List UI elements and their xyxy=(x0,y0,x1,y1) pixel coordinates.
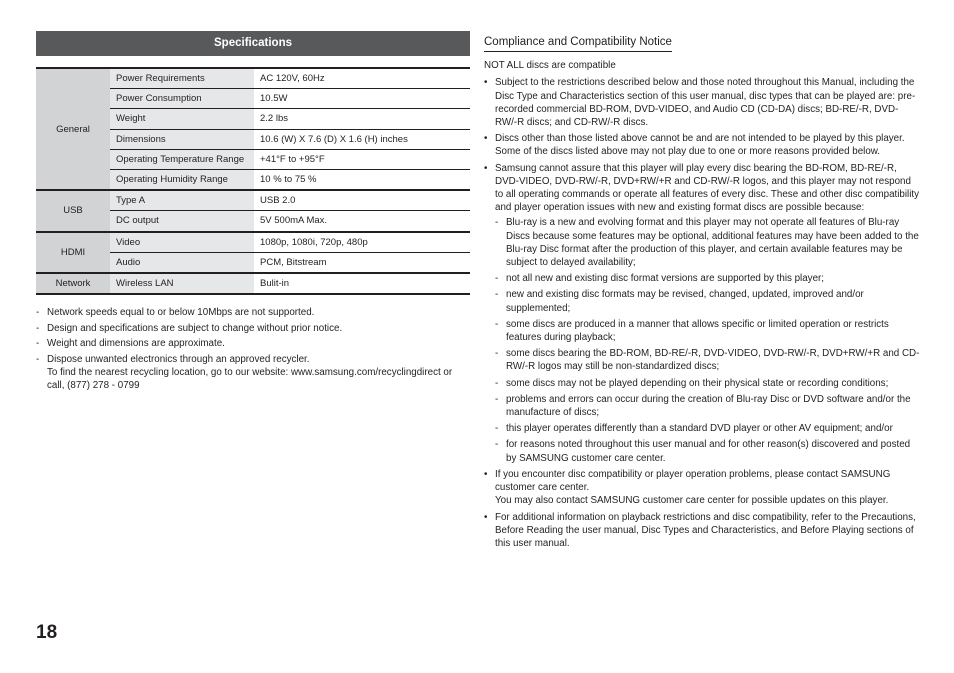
bullet-item: • Subject to the restrictions described below and those noted throughout this Manual, including the Disc Type and Characteristics section of this user manual, disc types that can be played are: pre-recorded commercial BD-ROM, DVD-VIDEO, and Audio CD (CD-DA) discs; BD-RE/-R, DVD-RW/-R discs; and CD-RW/-R discs. xyxy=(484,76,920,129)
spec-value: USB 2.0 xyxy=(254,190,470,211)
note-item: - Network speeds equal to or below 10Mbps are not supported. xyxy=(36,306,470,319)
spec-value: +41°F to +95°F xyxy=(254,149,470,169)
spec-value: AC 120V, 60Hz xyxy=(254,68,470,89)
bullet-text: Samsung cannot assure that this player will play every disc bearing the BD-ROM, BD-RE/-R, DVD-VIDEO, DVD-RW/-R, DVD+RW/+R and CD-RW/-R logos, and this player may not respond to all operating commands or operate all features of every disc. These and other disc compatibility and player operation issues with new and existing format discs are possible because: xyxy=(495,162,920,214)
category-general: General xyxy=(36,68,110,190)
spec-item: Operating Humidity Range xyxy=(110,169,254,190)
note-text: Dispose unwanted electronics through an approved recycler. xyxy=(47,353,310,365)
spec-value: 10.6 (W) X 7.6 (D) X 1.6 (H) inches xyxy=(254,129,470,149)
bullet-item: • Discs other than those listed above cannot be and are not intended to be played by this player. Some of the discs listed above may not play due to one or more reasons provided below. xyxy=(484,132,920,158)
spec-item: DC output xyxy=(110,211,254,232)
reason-item: - Blu-ray is a new and evolving format and this player may not operate all features of Blu-ray Discs because some features may be optional, additional features may have been added to the Blu-ray Disc format after the production of this player, and certain available features may be subject to delayed availability; xyxy=(495,216,920,269)
bullet-extra: You may also contact SAMSUNG customer care center for possible updates on this player. xyxy=(495,495,889,507)
reason-item: - some discs are produced in a manner that allows specific or limited operation or restricts features during playback; xyxy=(495,318,920,344)
spec-item: Power Consumption xyxy=(110,89,254,109)
page-number: 18 xyxy=(36,622,58,643)
spec-item: Power Requirements xyxy=(110,68,254,89)
spec-value: 1080p, 1080i, 720p, 480p xyxy=(254,232,470,253)
spec-value: Bulit-in xyxy=(254,273,470,294)
reason-item: - some discs bearing the BD-ROM, BD-RE/-R, DVD-VIDEO, DVD-RW/-R, DVD+RW/+R and CD-RW/-R logos may still be non-standardized discs; xyxy=(495,347,920,373)
table-row xyxy=(36,273,470,294)
spec-notes xyxy=(36,306,470,392)
bullet-item xyxy=(484,162,920,465)
note-item: - Weight and dimensions are approximate. xyxy=(36,337,470,350)
compliance-section xyxy=(484,36,920,553)
reasons-list xyxy=(495,216,920,464)
spec-item: Weight xyxy=(110,109,254,129)
table-row xyxy=(36,190,470,211)
compliance-bullets xyxy=(484,76,920,550)
spec-item: Video xyxy=(110,232,254,253)
spec-item: Dimensions xyxy=(110,129,254,149)
specifications-table xyxy=(36,67,470,295)
specifications-section xyxy=(36,31,470,394)
bullet-item xyxy=(484,468,920,508)
recycling-info: To find the nearest recycling location, go to our website: www.samsung.com/recyclingdirect or call, (877) 278 - 0799 xyxy=(47,366,453,391)
spec-item: Operating Temperature Range xyxy=(110,149,254,169)
spec-value: 2.2 lbs xyxy=(254,109,470,129)
bullet-item: • For additional information on playback restrictions and disc compatibility, refer to the Precautions, Before Reading the user manual, Disc Types and Characteristics, and Before Playing sections of this user manual. xyxy=(484,511,920,551)
reason-item: - for reasons noted throughout this user manual and for other reason(s) discovered and posted by SAMSUNG customer care center. xyxy=(495,438,920,464)
spec-value: 5V 500mA Max. xyxy=(254,211,470,232)
spec-value: 10.5W xyxy=(254,89,470,109)
category-network: Network xyxy=(36,273,110,294)
spec-value: 10 % to 75 % xyxy=(254,169,470,190)
specifications-title: Specifications xyxy=(36,31,470,56)
reason-item: - not all new and existing disc format versions are supported by this player; xyxy=(495,272,920,285)
compliance-title: Compliance and Compatibility Notice xyxy=(484,36,672,52)
note-item: - Design and specifications are subject to change without prior notice. xyxy=(36,322,470,335)
reason-item: - some discs may not be played depending on their physical state or recording conditions; xyxy=(495,377,920,390)
category-hdmi: HDMI xyxy=(36,232,110,273)
spec-item: Audio xyxy=(110,252,254,273)
reason-item: - problems and errors can occur during the creation of Blu-ray Disc or DVD software and/or the manufacture of discs; xyxy=(495,393,920,419)
table-row xyxy=(36,68,470,89)
table-row xyxy=(36,232,470,253)
spec-item: Type A xyxy=(110,190,254,211)
note-item xyxy=(36,353,470,392)
reason-item: - this player operates differently than a standard DVD player or other AV equipment; and/or xyxy=(495,422,920,435)
reason-item: - new and existing disc formats may be revised, changed, updated, improved and/or supplemented; xyxy=(495,288,920,314)
spec-value: PCM, Bitstream xyxy=(254,252,470,273)
bullet-text: If you encounter disc compatibility or player operation problems, please contact SAMSUNG customer care center. xyxy=(495,468,891,494)
category-usb: USB xyxy=(36,190,110,231)
spec-item: Wireless LAN xyxy=(110,273,254,294)
not-all-discs-text: NOT ALL discs are compatible xyxy=(484,60,616,72)
